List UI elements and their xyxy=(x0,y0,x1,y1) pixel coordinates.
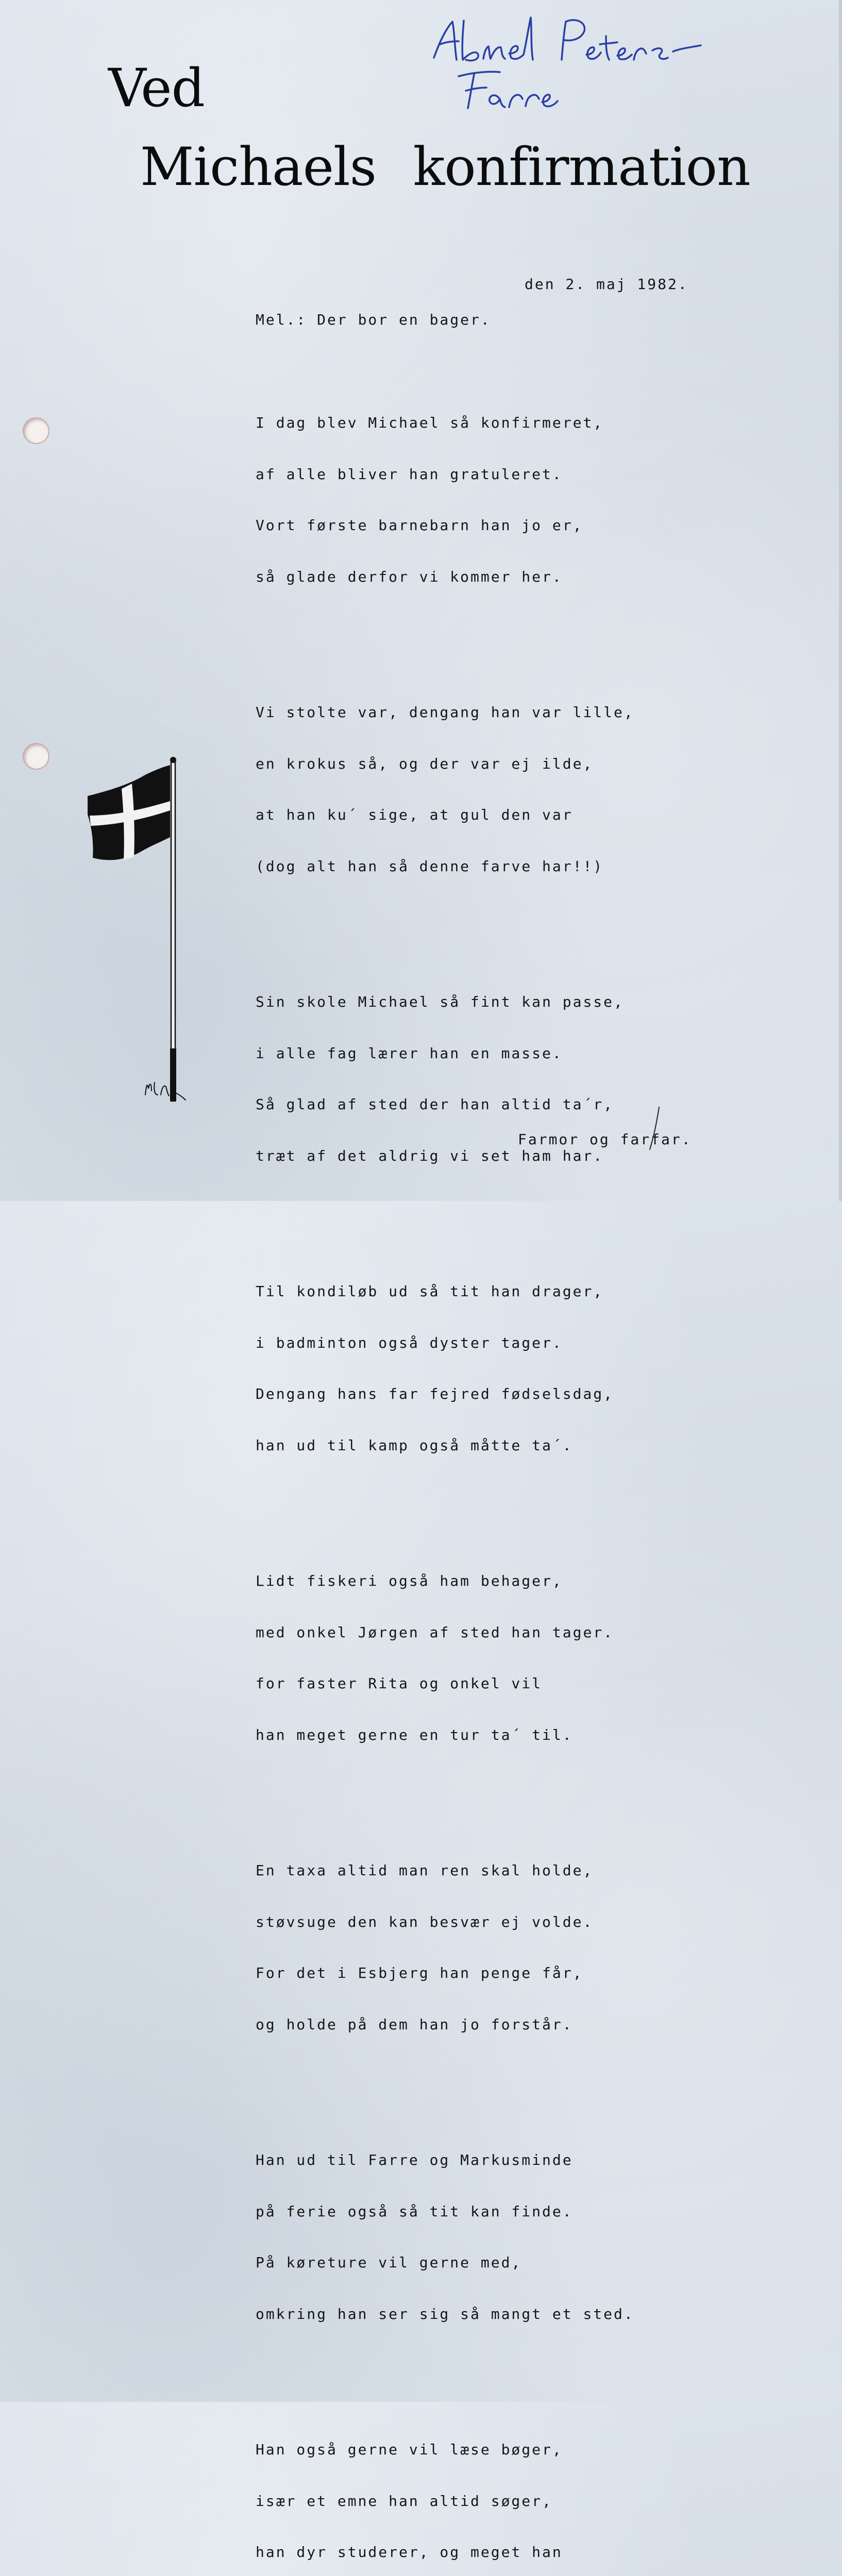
poem-line: Lidt fiskeri også ham behager, xyxy=(256,1572,563,1589)
punch-hole xyxy=(24,418,48,443)
poem-line: Vi stolte var, dengang han var lille, xyxy=(256,704,634,721)
poem-line: han ud til kamp også måtte ta´. xyxy=(256,1436,573,1454)
poem-line: Til kondiløb ud så tit han drager, xyxy=(256,1283,604,1300)
poem-line: en krokus så, og der var ej ilde, xyxy=(256,755,594,772)
date-line: den 2. maj 1982. xyxy=(525,276,688,293)
poem-line: især et emne han altid søger, xyxy=(256,2492,552,2510)
stanza xyxy=(256,2117,699,2357)
poem-line: Vort første barnebarn han jo er, xyxy=(256,517,583,534)
stanza xyxy=(256,380,699,619)
stanza xyxy=(256,670,699,909)
poem-line: Så glad af sted der han altid ta´r, xyxy=(256,1096,614,1113)
poem-line: så glade derfor vi kommer her. xyxy=(256,568,563,585)
poem-line: i alle fag lærer han en masse. xyxy=(256,1044,563,1062)
poem-line: med onkel Jørgen af sted han tager. xyxy=(256,1623,614,1641)
handwritten-note-drawing xyxy=(423,10,711,113)
poem-line: på ferie også så tit kan finde. xyxy=(256,2202,573,2220)
poem-line: (dog alt han så denne farve har!!) xyxy=(256,857,604,875)
poem-line: han dyr studerer, og meget han xyxy=(256,2544,563,2561)
poem-line: omkring han ser sig så mangt et sted. xyxy=(256,2305,634,2323)
flag-on-pole-icon xyxy=(82,755,216,1115)
title-line-1: Ved xyxy=(108,58,205,119)
stanza xyxy=(256,1249,699,1488)
poem-line: og holde på dem han jo forstår. xyxy=(256,2015,573,2033)
stanza xyxy=(256,2407,699,2576)
punch-hole xyxy=(24,744,48,769)
poem xyxy=(256,346,699,2576)
poem-line: På køreture vil gerne med, xyxy=(256,2254,522,2271)
handwritten-note xyxy=(423,10,711,113)
poem-line: Sin skole Michael så fint kan passe, xyxy=(256,993,624,1010)
poem-line: han meget gerne en tur ta´ til. xyxy=(256,1726,573,1743)
title-line-2 xyxy=(140,137,750,198)
flag-illustration xyxy=(82,755,216,1115)
poem-line: træt af det aldrig vi set ham har. xyxy=(256,1147,604,1164)
signature: Farmor og farfar. xyxy=(518,1131,692,1148)
melody-line: Mel.: Der bor en bager. xyxy=(256,311,491,328)
poem-line: En taxa altid man ren skal holde, xyxy=(256,1862,594,1879)
title-word-michaels: Michaels xyxy=(140,137,377,198)
poem-line: i badminton også dyster tager. xyxy=(256,1334,563,1351)
poem-line: for faster Rita og onkel vil xyxy=(256,1675,543,1692)
stanza xyxy=(256,959,699,1198)
poem-line: Han også gerne vil læse bøger, xyxy=(256,2441,563,2458)
poem-line: For det i Esbjerg han penge får, xyxy=(256,1964,583,1981)
poem-line: I dag blev Michael så konfirmeret, xyxy=(256,414,604,431)
poem-line: Han ud til Farre og Markusminde xyxy=(256,2151,573,2168)
title-word-konfirmation: konfirmation xyxy=(413,137,750,198)
pen-mark-icon xyxy=(647,1105,662,1151)
stanza xyxy=(256,1538,699,1777)
poem-line: Dengang hans far fejred fødselsdag, xyxy=(256,1385,614,1402)
stanza xyxy=(256,1828,699,2067)
poem-line: støvsuge den kan besvær ej volde. xyxy=(256,1913,594,1930)
poem-line: af alle bliver han gratuleret. xyxy=(256,465,563,483)
poem-line: at han ku´ sige, at gul den var xyxy=(256,806,573,823)
